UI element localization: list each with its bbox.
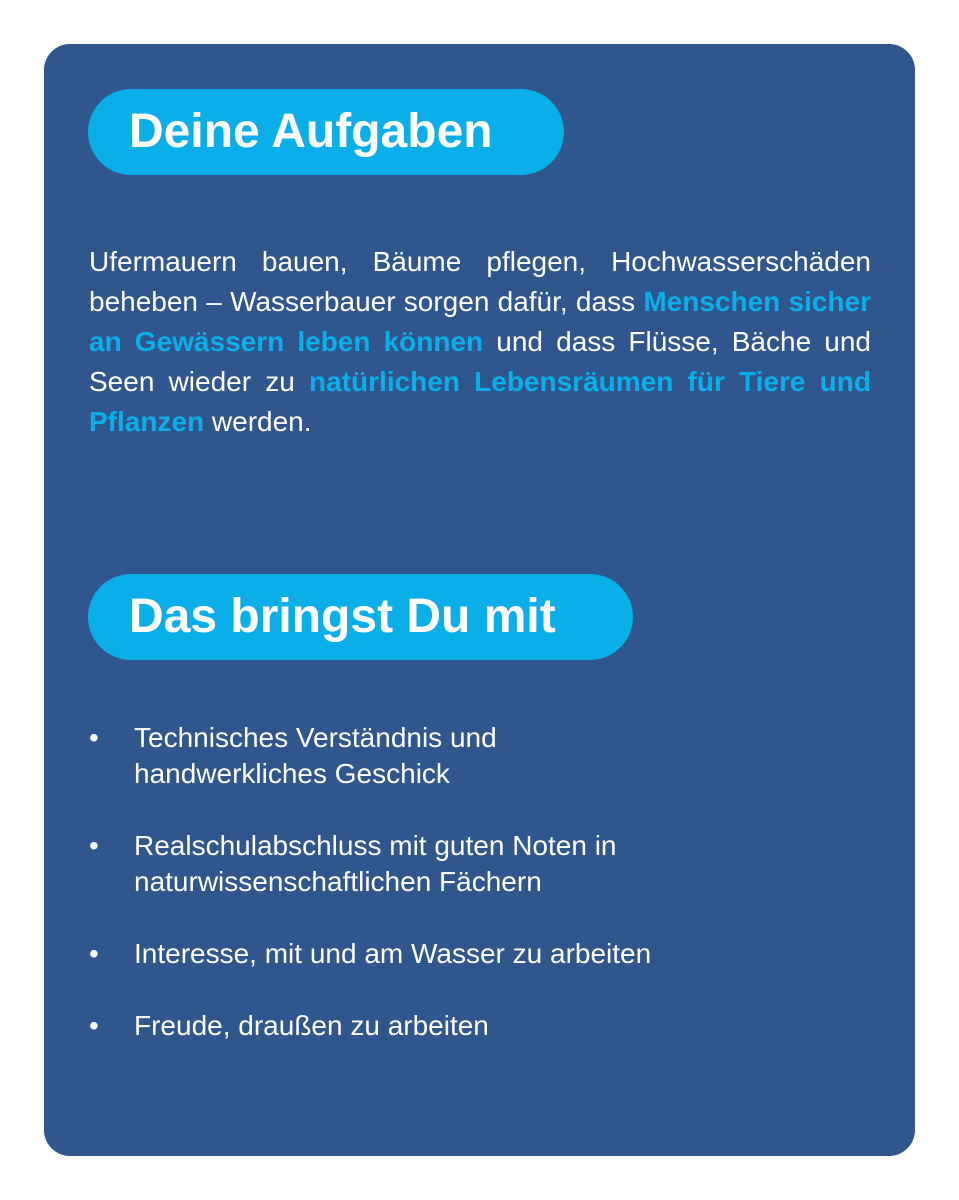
list-item-line-1: Technisches Verständnis und xyxy=(134,722,497,753)
info-card xyxy=(44,44,915,1156)
heading-requirements: Das bringst Du mit xyxy=(129,590,556,643)
tasks-paragraph xyxy=(89,242,871,442)
tasks-text-part-2: und dass Flüsse, Bäche und Seen wieder zu xyxy=(89,326,871,397)
list-item xyxy=(89,1008,849,1044)
bullet-icon: • xyxy=(89,938,99,969)
bullet-icon: • xyxy=(89,830,99,861)
list-item xyxy=(89,936,849,972)
list-item-line-1: Interesse, mit und am Wasser zu arbeiten xyxy=(134,938,652,969)
list-item xyxy=(89,828,849,900)
tasks-text-part-1: Ufermauern bauen, Bäume pflegen, Hochwasserschäden beheben – Wasserbauer sorgen dafür, dass xyxy=(89,246,871,317)
list-item-line-2: handwerkliches Geschick xyxy=(134,758,450,789)
tasks-highlight-2: natürlichen Lebensräumen für Tiere und Pflanzen xyxy=(89,366,871,437)
heading-tasks-pill xyxy=(88,89,564,175)
heading-requirements-pill xyxy=(88,574,633,660)
list-item-line-2: naturwissenschaftlichen Fächern xyxy=(134,866,542,897)
requirements-list xyxy=(89,720,849,1044)
bullet-icon: • xyxy=(89,722,99,753)
heading-tasks: Deine Aufgaben xyxy=(129,105,493,158)
tasks-highlight-1: Menschen sicher an Gewässern leben können xyxy=(89,286,871,357)
bullet-icon: • xyxy=(89,1010,99,1041)
list-item-line-1: Freude, draußen zu arbeiten xyxy=(134,1010,489,1041)
list-item-line-1: Realschulabschluss mit guten Noten in xyxy=(134,830,617,861)
list-item xyxy=(89,720,849,792)
tasks-text-part-3: werden. xyxy=(204,406,312,437)
